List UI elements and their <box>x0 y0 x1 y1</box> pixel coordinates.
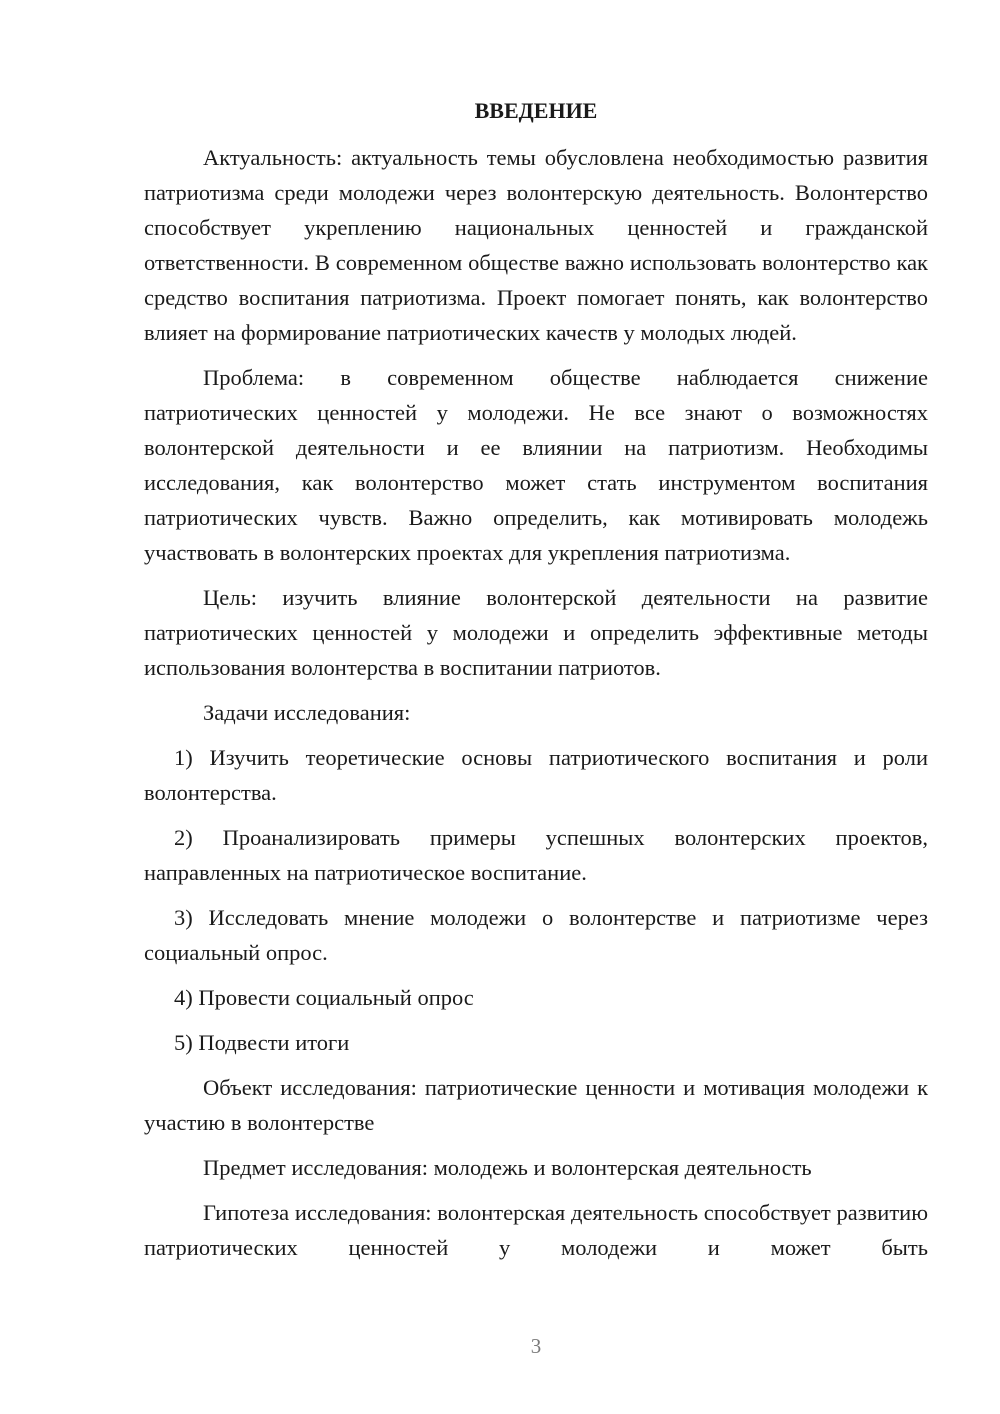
tasks-heading: Задачи исследования: <box>203 700 411 725</box>
section-title: ВВЕДЕНИЕ <box>474 98 598 123</box>
problem-paragraph: Проблема: в современном обществе наблюдается снижение патриотических ценностей у молодежи. Не все знают о возможностях волонтерской деятельности и ее влиянии на патриотизм. Необходимы исследования, как волонтерство может стать инструментом воспитания патриотических чувств. Важно определить, как мотивировать молодежь участвовать в волонтерских проектах для укрепления патриотизма. <box>144 365 928 565</box>
task-item: 2) Проанализировать примеры успешных волонтерских проектов, направленных на патриотическое воспитание. <box>144 825 928 885</box>
hypothesis-paragraph: Гипотеза исследования: волонтерская деятельность способствует развитию патриотических ценностей у молодежи и может быть <box>144 1200 928 1260</box>
goal-paragraph: Цель: изучить влияние волонтерской деятельности на развитие патриотических ценностей у молодежи и определить эффективные методы использования волонтерства в воспитании патриотов. <box>144 585 928 680</box>
subject-paragraph: Предмет исследования: молодежь и волонтерская деятельность <box>203 1155 812 1180</box>
task-item: 4) Провести социальный опрос <box>174 985 474 1010</box>
relevance-paragraph: Актуальность: актуальность темы обусловлена необходимостью развития патриотизма среди молодежи через волонтерскую деятельность. Волонтерство способствует укреплению национальных ценностей и гражданской ответственности. В современном обществе важно использовать волонтерство как средство воспитания патриотизма. Проект помогает понять, как волонтерство влияет на формирование патриотических качеств у молодых людей. <box>144 145 928 345</box>
task-item: 3) Исследовать мнение молодежи о волонтерстве и патриотизме через социальный опрос. <box>144 905 928 965</box>
page-number: 3 <box>530 1334 542 1358</box>
object-paragraph: Объект исследования: патриотические ценности и мотивация молодежи к участию в волонтерстве <box>144 1075 928 1135</box>
task-item: 1) Изучить теоретические основы патриотического воспитания и роли волонтерства. <box>144 745 928 805</box>
document-page <box>144 95 928 1275</box>
task-item: 5) Подвести итоги <box>174 1030 350 1055</box>
